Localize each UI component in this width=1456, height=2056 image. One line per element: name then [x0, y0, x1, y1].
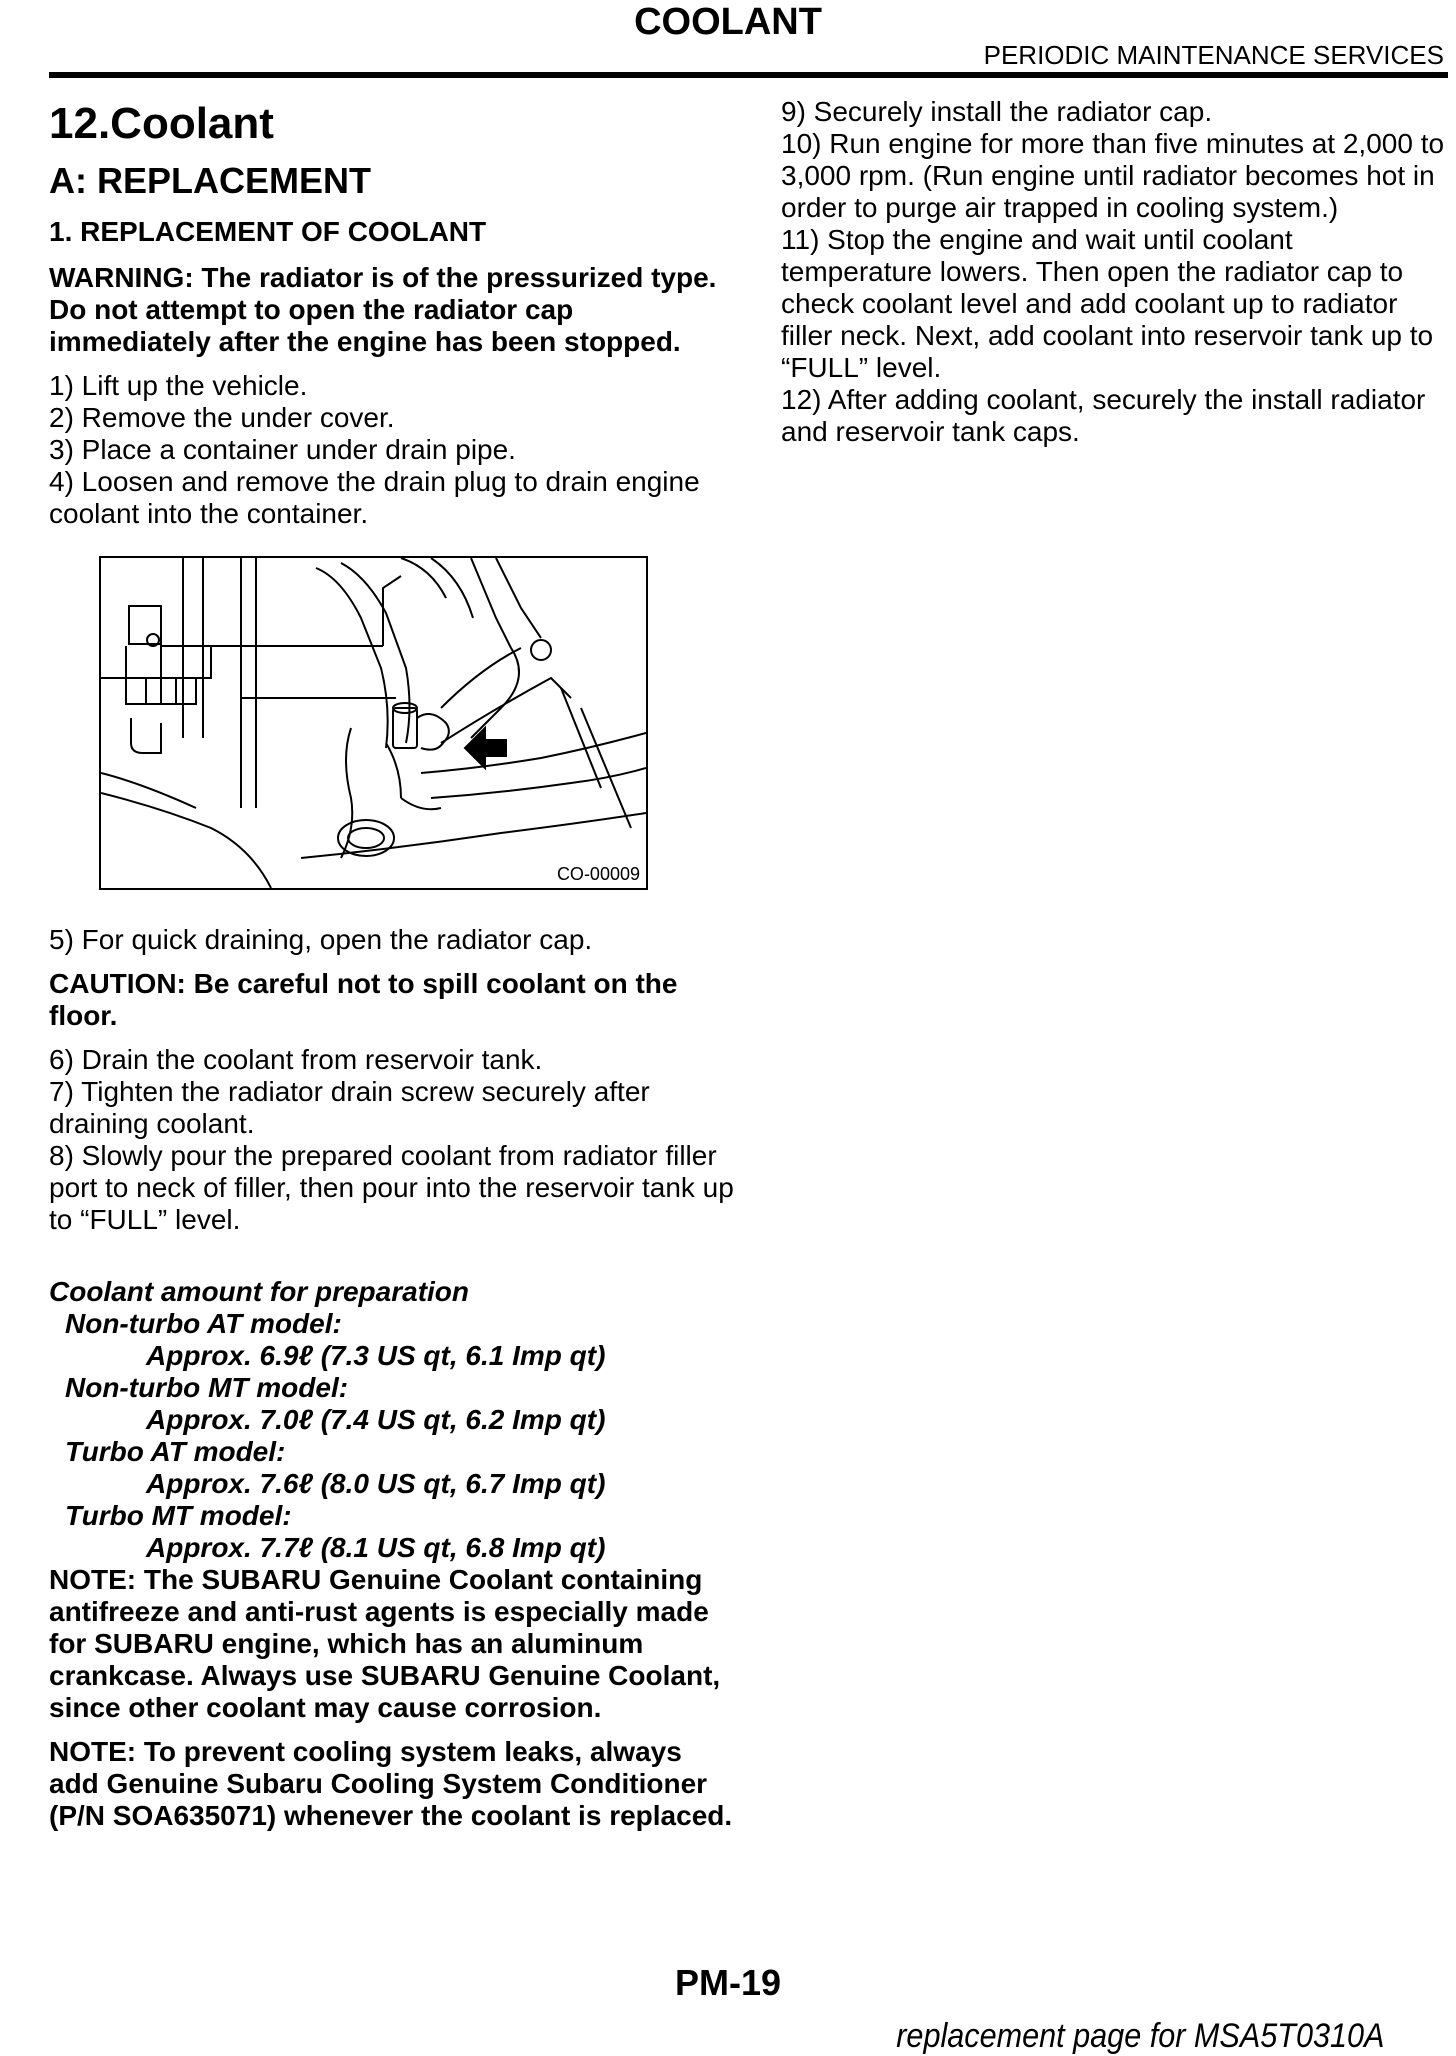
step-list-b — [49, 1044, 739, 1236]
step-item: 4) Loosen and remove the drain plug to drain engine coolant into the container. — [49, 466, 700, 529]
procedure-title: 1. REPLACEMENT OF COOLANT — [49, 216, 487, 247]
page-header-title: COOLANT — [634, 1, 822, 43]
warning-text: WARNING: The radiator is of the pressurized type. Do not attempt to open the radiator cap immediately after the engine has been stopped. — [49, 262, 717, 357]
page-number: PM-19 — [674, 1962, 782, 2003]
replacement-page-note: replacement page for MSA5T0310A — [895, 2017, 1384, 2055]
spec-model: Non-turbo MT model: — [65, 1372, 349, 1403]
page-header-section: PERIODIC MAINTENANCE SERVICES — [983, 40, 1444, 70]
step-item: 12) After adding coolant, securely the install radiator and reservoir tank caps. — [781, 384, 1426, 447]
step-item: 1) Lift up the vehicle. — [49, 370, 308, 401]
header-divider — [49, 72, 1448, 78]
spec-value: Approx. 7.0ℓ (7.4 US qt, 6.2 Imp qt) — [146, 1404, 606, 1435]
spec-model: Turbo MT model: — [65, 1500, 292, 1531]
caution-text: CAUTION: Be careful not to spill coolant on the floor. — [49, 968, 678, 1031]
spec-model: Non-turbo AT model: — [65, 1308, 342, 1339]
spec-model: Turbo AT model: — [65, 1436, 286, 1467]
left-column — [49, 96, 739, 1832]
spec-value: Approx. 7.6ℓ (8.0 US qt, 6.7 Imp qt) — [146, 1468, 606, 1499]
spec-value: Approx. 7.7ℓ (8.1 US qt, 6.8 Imp qt) — [146, 1532, 606, 1563]
coolant-amount-spec — [49, 1276, 739, 1564]
step-item: 9) Securely install the radiator cap. — [781, 96, 1213, 127]
subsection-heading: A: REPLACEMENT — [49, 160, 371, 201]
spec-title: Coolant amount for preparation — [49, 1276, 469, 1307]
step-item: 6) Drain the coolant from reservoir tank. — [49, 1044, 543, 1075]
drain-plug-illustration — [101, 558, 646, 888]
step-item: 10) Run engine for more than five minutes at 2,000 to 3,000 rpm. (Run engine until radiator becomes hot in order to purge air trapped in cooling system.) — [781, 128, 1445, 223]
step-item: 5) For quick draining, open the radiator cap. — [49, 924, 593, 955]
figure-code: CO-00009 — [556, 864, 640, 884]
step-item: 7) Tighten the radiator drain screw securely after draining coolant. — [49, 1076, 650, 1139]
note-genuine-coolant: NOTE: The SUBARU Genuine Coolant containing antifreeze and anti-rust agents is especially made for SUBARU engine, which has an aluminum crankcase. Always use SUBARU Genuine Coolant, since other coolant may cause corrosion. — [49, 1564, 721, 1723]
spec-value: Approx. 6.9ℓ (7.3 US qt, 6.1 Imp qt) — [146, 1340, 606, 1371]
note-system-conditioner: NOTE: To prevent cooling system leaks, always add Genuine Subaru Cooling System Conditioner (P/N SOA635071) whenever the coolant is replaced. — [49, 1736, 733, 1831]
drain-plug-figure — [99, 556, 648, 890]
right-column — [781, 96, 1451, 448]
step-item: 3) Place a container under drain pipe. — [49, 434, 516, 465]
section-heading: 12.Coolant — [49, 99, 274, 148]
step-list-a — [49, 370, 739, 530]
step-item: 8) Slowly pour the prepared coolant from radiator filler port to neck of filler, then pour into the reservoir tank up to “FULL” level. — [49, 1140, 734, 1235]
step-item: 2) Remove the under cover. — [49, 402, 395, 433]
step-item: 11) Stop the engine and wait until coolant temperature lowers. Then open the radiator cap to check coolant level and add coolant up to radiator filler neck. Next, add coolant into reservoir tank up to “FULL” level. — [781, 224, 1434, 383]
